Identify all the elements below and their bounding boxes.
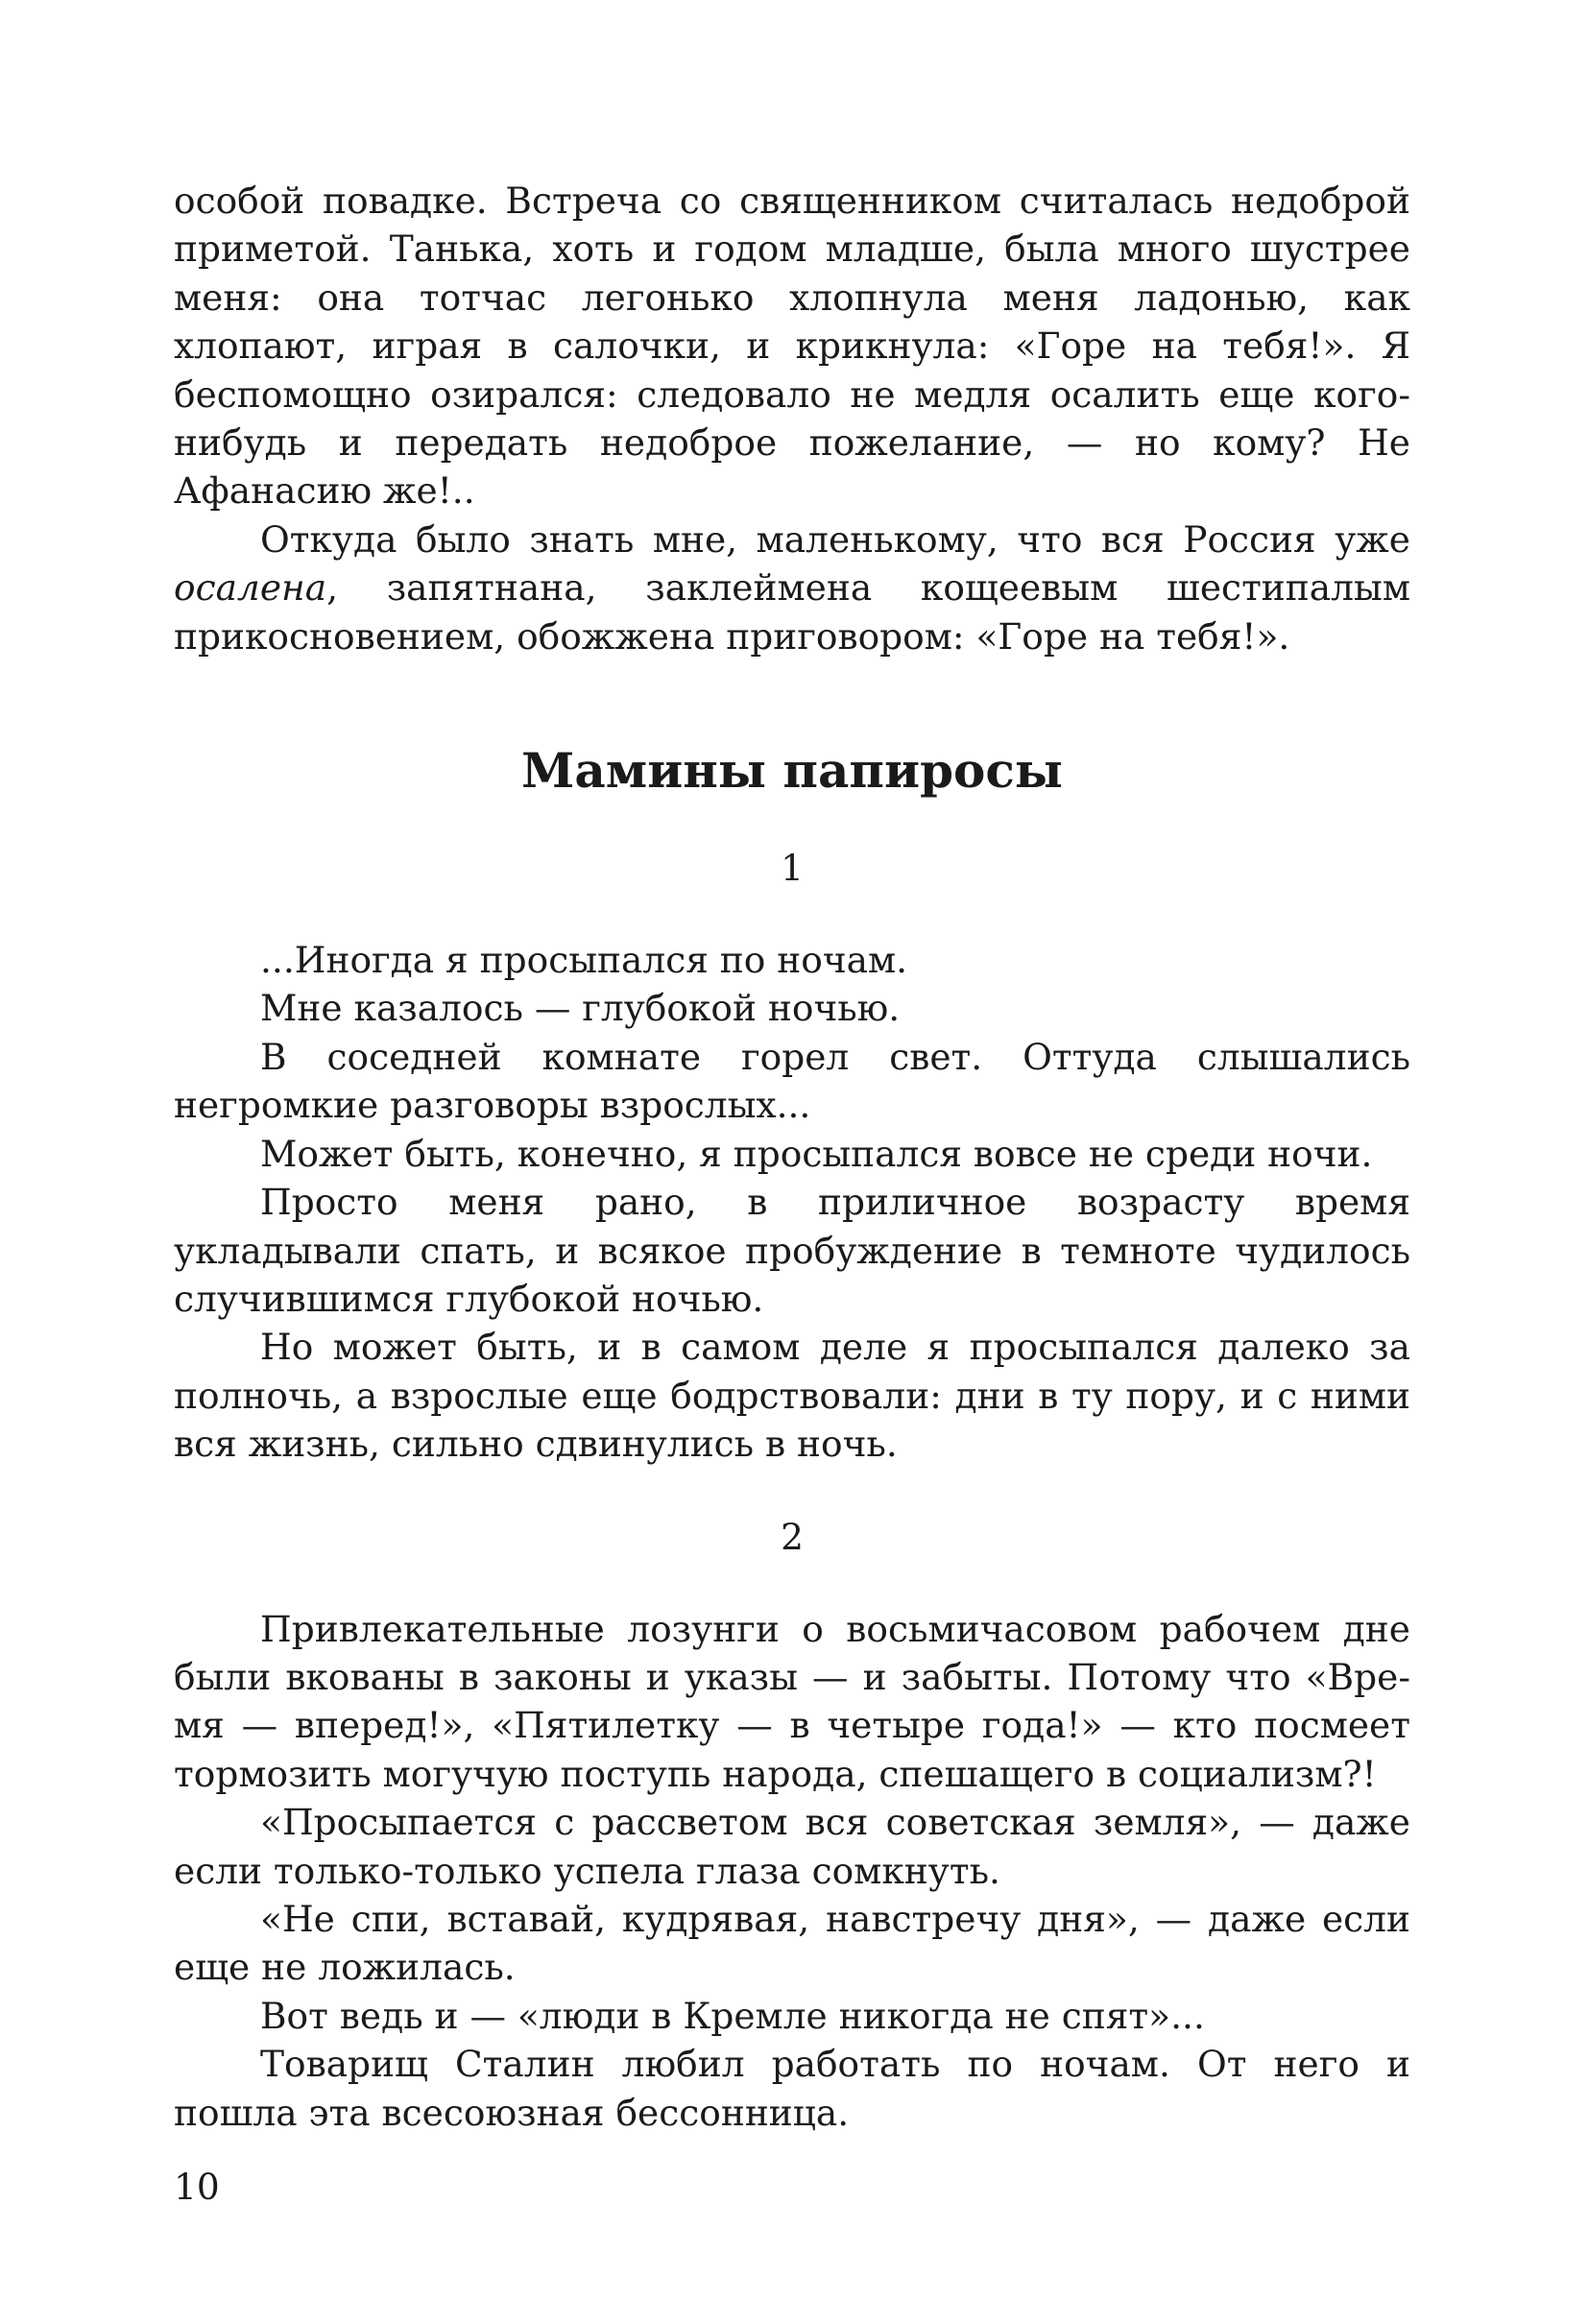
paragraph: ...Иногда я просыпался по ночам. xyxy=(260,939,908,982)
paragraph: Товарищ Сталин любил работать по ночам. От него и пошла эта всесоюзная бессонница. xyxy=(174,2043,1410,2134)
paragraph-text: Откуда было знать мне, маленькому, что вся Россия уже xyxy=(260,517,1410,561)
section-number: 1 xyxy=(781,847,804,890)
paragraph: В соседней комнате горел свет. Оттуда слышались негромкие разговоры взрослых... xyxy=(174,1035,1410,1127)
paragraph: Вот ведь и — «люди в Кремле никогда не спят»... xyxy=(260,1994,1205,2037)
paragraph: «Не спи, вставай, кудрявая, навстречу дня», — даже если еще не ложилась. xyxy=(174,1897,1410,1989)
paragraph-text: , запятнана, заклеймена кощеевым шестипалым прикосновением, обожжена приговором: «Горе на тебя!». xyxy=(174,566,1410,658)
paragraph-rus-marked xyxy=(174,515,1410,660)
paragraph: Мне казалось — глубокой ночью. xyxy=(260,987,901,1030)
page-number: 10 xyxy=(174,2166,220,2208)
paragraph: Привлекательные лозунги о восьмичасовом рабочем дне были вкованы в законы и указы — и забыты. Потому что «Время — вперед!», «Пятилетку — в четыре года!» — кто посмеет тормозить могучую поступь народа, спешащего в социализм?! xyxy=(174,1607,1410,1795)
page-body xyxy=(174,177,1410,2137)
paragraph: Но может быть, и в самом деле я просыпался далеко за полночь, а взрослые еще бодрствовали: дни в ту пору, и с ними вся жизнь, сильно сдвинулись в ночь. xyxy=(174,1326,1410,1466)
section-number: 2 xyxy=(781,1515,804,1558)
paragraph-continued: особой повадке. Встреча со священником считалась недоброй приметой. Танька, хоть и годом младше, была много шустрее меня: она тотчас легонько хлопнула меня ладонью, как хлопают, играя в салочки, и крикнула: «Горе на тебя!». Я беспомощно озирался: следовало не медля осалить еще кого-нибудь и передать недоброе пожелание, — но кому? Не Афанасию же!.. xyxy=(174,180,1410,513)
paragraph: Просто меня рано, в приличное возрасту время укладывали спать, и всякое пробуждение в темноте чудилось случившимся глубокой ночью. xyxy=(174,1181,1410,1320)
italic-word: осалена xyxy=(174,566,327,610)
paragraph: «Просыпается с рассветом вся советская земля», — даже если только-только успела глаза сомкнуть. xyxy=(174,1801,1410,1892)
paragraph: Может быть, конечно, я просыпался вовсе не среди ночи. xyxy=(260,1132,1373,1175)
chapter-title: Мамины папиросы xyxy=(521,742,1063,800)
